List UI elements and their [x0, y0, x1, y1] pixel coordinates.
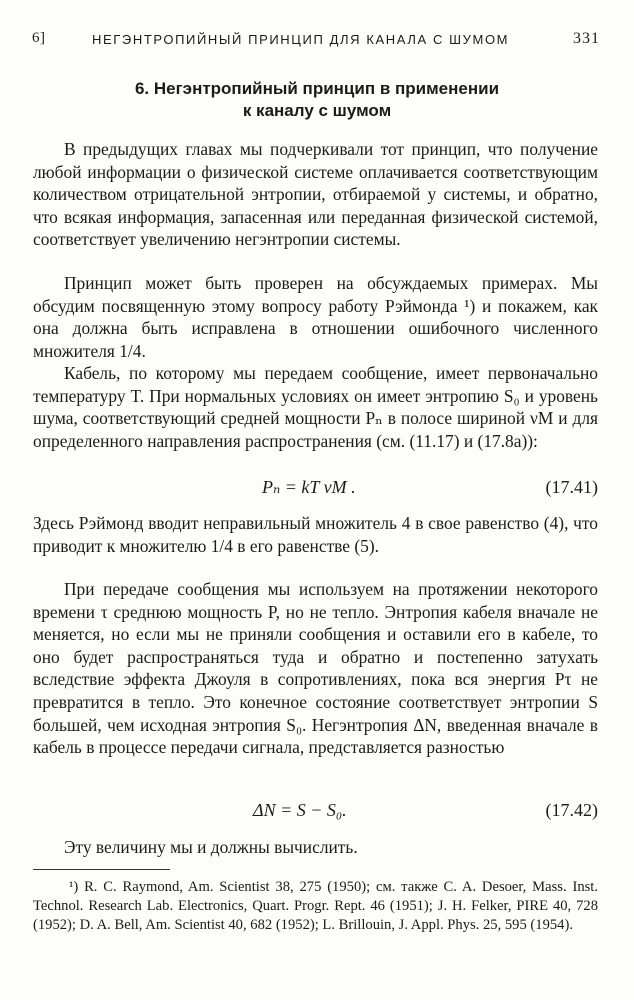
running-head — [32, 30, 600, 54]
paragraph-1: В предыдущих главах мы подчеркивали тот принцип, что получение любой информации о физической системе оплачивается соответствующим количеством отрицательной энтропии, отбираемой у системы, и обратно, что всякая информация, запасенная или переданная физической системой, соответствует увеличению негэнтропии системы. — [33, 139, 598, 250]
equation-17-41 — [33, 477, 598, 501]
section-heading-line-1: 6. Негэнтропийный принцип в применении — [134, 79, 500, 98]
equation-expression: Pₙ = kT νM . — [262, 477, 356, 497]
footnote-divider — [33, 869, 170, 870]
paragraph-6: Эту величину мы и должны вычислить. — [64, 837, 358, 857]
section-heading-line-2: к каналу с шумом — [242, 101, 392, 120]
equation-number: (17.42) — [545, 800, 598, 820]
equation-expression: ΔN = S − S₀. — [253, 800, 347, 820]
footnote: ¹) R. C. Raymond, Am. Scientist 38, 275 (1950); см. также C. A. Desoer, Mass. Inst. Technol. Research Lab. Electronics, Quart. Progr. Rept. 46 (1951); J. H. Felker, PIRE 40, 728 (1952); D. A. Bell, Am. Scientist 40, 682 (1952); L. Brillouin, J. Appl. Phys. 25, 595 (1954). — [33, 879, 598, 933]
paragraph-5: При передаче сообщения мы используем на протяжении некоторого времени τ среднюю мощность P, но не тепло. Энтропия кабеля вначале не меняется, но если мы не приняли сообщения и оставили его в кабеле, то оно будет распространяться туда и обратно и постепенно затухать вследствие эффекта Джоуля в сопротивлениях, пока вся энергия Pτ не превратится в тепло. Это конечное состояние соответствует энтропии S большей, чем исходная энтропия S₀. Негэнтропия ΔN, введенная вначале в кабель в процессе передачи сигнала, представляется разностью — [33, 579, 598, 758]
equation-number: (17.41) — [545, 477, 598, 497]
running-title: НЕГЭНТРОПИЙНЫЙ ПРИНЦИП ДЛЯ КАНАЛА С ШУМОМ — [92, 32, 510, 47]
paragraph-2: Принцип может быть проверен на обсуждаемых примерах. Мы обсудим посвященную этому вопросу работу Рэймонда ¹) и покажем, как она должна быть исправлена в отношении ошибочного численного множителя 1/4. — [33, 273, 598, 361]
section-heading — [40, 78, 594, 122]
section-number: 6] — [32, 30, 46, 46]
paragraph-4: Здесь Рэймонд вводит неправильный множитель 4 в свое равенство (4), что приводит к множителю 1/4 в его равенстве (5). — [33, 513, 598, 556]
page-number: 331 — [573, 30, 600, 47]
paragraph-3: Кабель, по которому мы передаем сообщение, имеет первоначально температуру T. При нормальных условиях он имеет энтропию S₀ и уровень шума, соответствующий средней мощности Pₙ в полосе шириной νM и для определенного направления распространения (см. (11.17) и (17.8а)): — [33, 363, 598, 451]
equation-17-42 — [33, 800, 598, 824]
